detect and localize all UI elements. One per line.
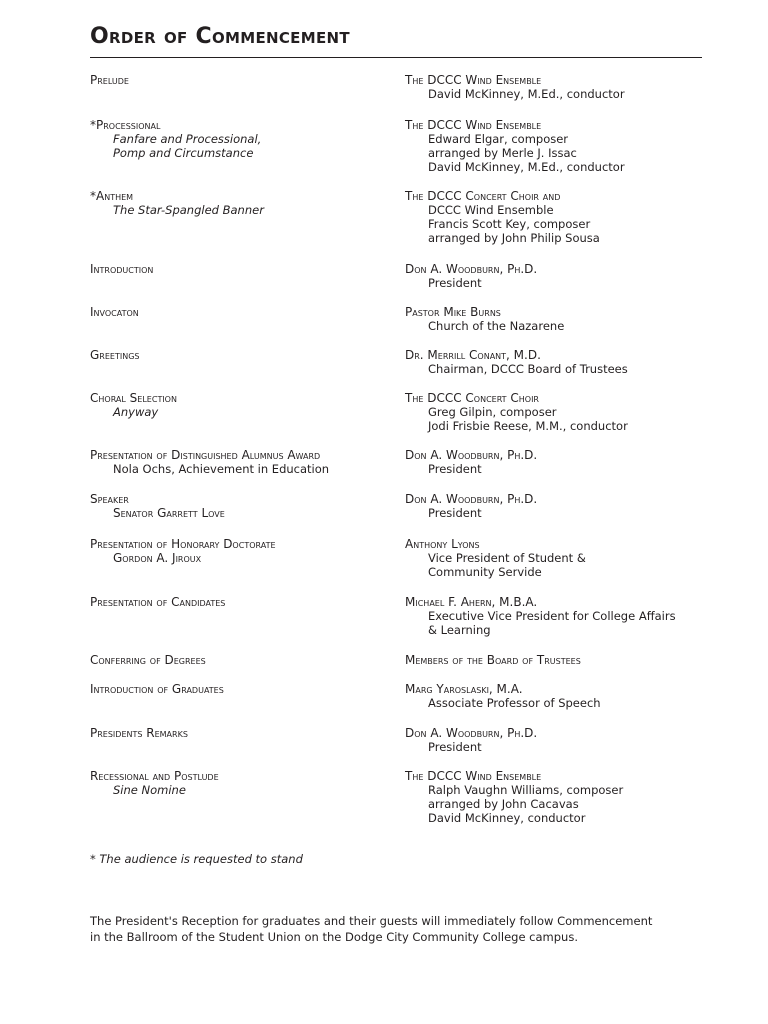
program-item [90,262,390,276]
program-item-detail: Senator Garrett Love [113,506,225,520]
program-performer-detail: Ralph Vaughn Williams, composer [428,783,624,797]
program-item [90,653,390,667]
program-performer-detail: Greg Gilpin, composer [428,405,557,419]
program-performer-detail: Vice President of Student & [428,551,586,565]
program-item-heading: Presentation of Distinguished Alumnus Award [90,448,321,462]
program-item-heading: Greetings [90,348,140,362]
stand-note: * The audience is requested to stand [90,852,303,866]
program-performer-heading: Pastor Mike Burns [405,305,501,319]
program-performer-detail: Community Servide [428,565,542,579]
program-performer-heading: Members of the Board of Trustees [405,653,581,667]
program-item-heading: Introduction of Graduates [90,682,224,696]
program-performer-heading: Don A. Woodburn, Ph.D. [405,492,538,506]
program-performer-detail: arranged by John Cacavas [428,797,579,811]
program-item-heading: Choral Selection [90,391,177,405]
program-item-heading: Introduction [90,262,154,276]
program-item [90,305,390,319]
program-item-heading: Speaker [90,492,129,506]
program-performer-detail: Church of the Nazarene [428,319,565,333]
program-item-heading: *Processional [90,118,161,132]
program-performer [405,682,705,710]
program-performer-heading: The DCCC Wind Ensemble [405,769,542,783]
program-performer-detail: President [428,462,482,476]
program-performer [405,537,705,579]
program-item-detail: Anyway [113,405,159,419]
program-performer-detail: Edward Elgar, composer [428,132,569,146]
program-performer-heading: Don A. Woodburn, Ph.D. [405,262,538,276]
page-title: Order of Commencement [90,24,350,49]
program-item-heading: Conferring of Degrees [90,653,206,667]
program-item-heading: Presidents Remarks [90,726,188,740]
program-performer [405,118,705,174]
program-item-heading: *Anthem [90,189,134,203]
program-performer-heading: The DCCC Wind Ensemble [405,73,542,87]
program-performer-detail: President [428,506,482,520]
program-performer-heading: Dr. Merrill Conant, M.D. [405,348,541,362]
program-performer [405,305,705,333]
program-performer [405,492,705,520]
program-item-detail: Pomp and Circumstance [113,146,254,160]
program-performer-detail: David McKinney, M.Ed., conductor [428,87,625,101]
program-performer-detail: & Learning [428,623,491,637]
program-item [90,726,390,740]
program-performer-detail: President [428,276,482,290]
program-item [90,595,390,609]
program-performer-heading: The DCCC Concert Choir and [405,189,561,203]
program-performer-detail: David McKinney, M.Ed., conductor [428,160,625,174]
program-performer-detail: President [428,740,482,754]
program-performer [405,448,705,476]
title-divider [90,57,702,58]
program-performer [405,726,705,754]
program-item [90,769,390,797]
program-performer-heading: Marg Yaroslaski, M.A. [405,682,523,696]
program-performer-detail: Executive Vice President for College Affairs [428,609,676,623]
program-performer [405,769,705,825]
program-performer-detail: Associate Professor of Speech [428,696,601,710]
program-performer-detail: Chairman, DCCC Board of Trustees [428,362,628,376]
program-item-detail: Gordon A. Jiroux [113,551,202,565]
program-item-detail: Fanfare and Processional, [113,132,262,146]
program-performer-heading: Don A. Woodburn, Ph.D. [405,726,538,740]
program-item [90,448,390,476]
program-performer-heading: The DCCC Wind Ensemble [405,118,542,132]
program-performer-heading: Anthony Lyons [405,537,480,551]
program-item-heading: Invocaton [90,305,139,319]
program-performer-detail: David McKinney, conductor [428,811,586,825]
program-performer-heading: The DCCC Concert Choir [405,391,539,405]
program-item-heading: Recessional and Postlude [90,769,219,783]
program-item-detail: Sine Nomine [113,783,186,797]
program-performer-heading: Michael F. Ahern, M.B.A. [405,595,538,609]
program-performer-detail: arranged by Merle J. Issac [428,146,577,160]
program-item-heading: Presentation of Candidates [90,595,226,609]
program-performer [405,391,705,433]
program-item [90,537,390,565]
program-performer [405,595,705,637]
program-performer [405,653,705,667]
reception-footer: The President's Reception for graduates and their guests will immediately follow Commencement in the Ballroom of the Student Union on the Dodge City Community College campus. [90,914,653,944]
program-item [90,391,390,419]
program-performer [405,262,705,290]
program-item-heading: Presentation of Honorary Doctorate [90,537,276,551]
program-item-detail: The Star-Spangled Banner [113,203,264,217]
program-performer-detail: Jodi Frisbie Reese, M.M., conductor [428,419,628,433]
program-item-detail: Nola Ochs, Achievement in Education [113,462,330,476]
program-performer-heading: Don A. Woodburn, Ph.D. [405,448,538,462]
program-item [90,492,390,520]
program-item [90,73,390,87]
program-item [90,348,390,362]
program-performer [405,189,705,245]
program-performer [405,73,705,101]
program-performer-detail: arranged by John Philip Sousa [428,231,600,245]
program-item [90,118,390,160]
program-item [90,189,390,217]
program-performer-detail: DCCC Wind Ensemble [428,203,554,217]
program-performer [405,348,705,376]
program-performer-detail: Francis Scott Key, composer [428,217,591,231]
program-item-heading: Prelude [90,73,129,87]
program-item [90,682,390,696]
